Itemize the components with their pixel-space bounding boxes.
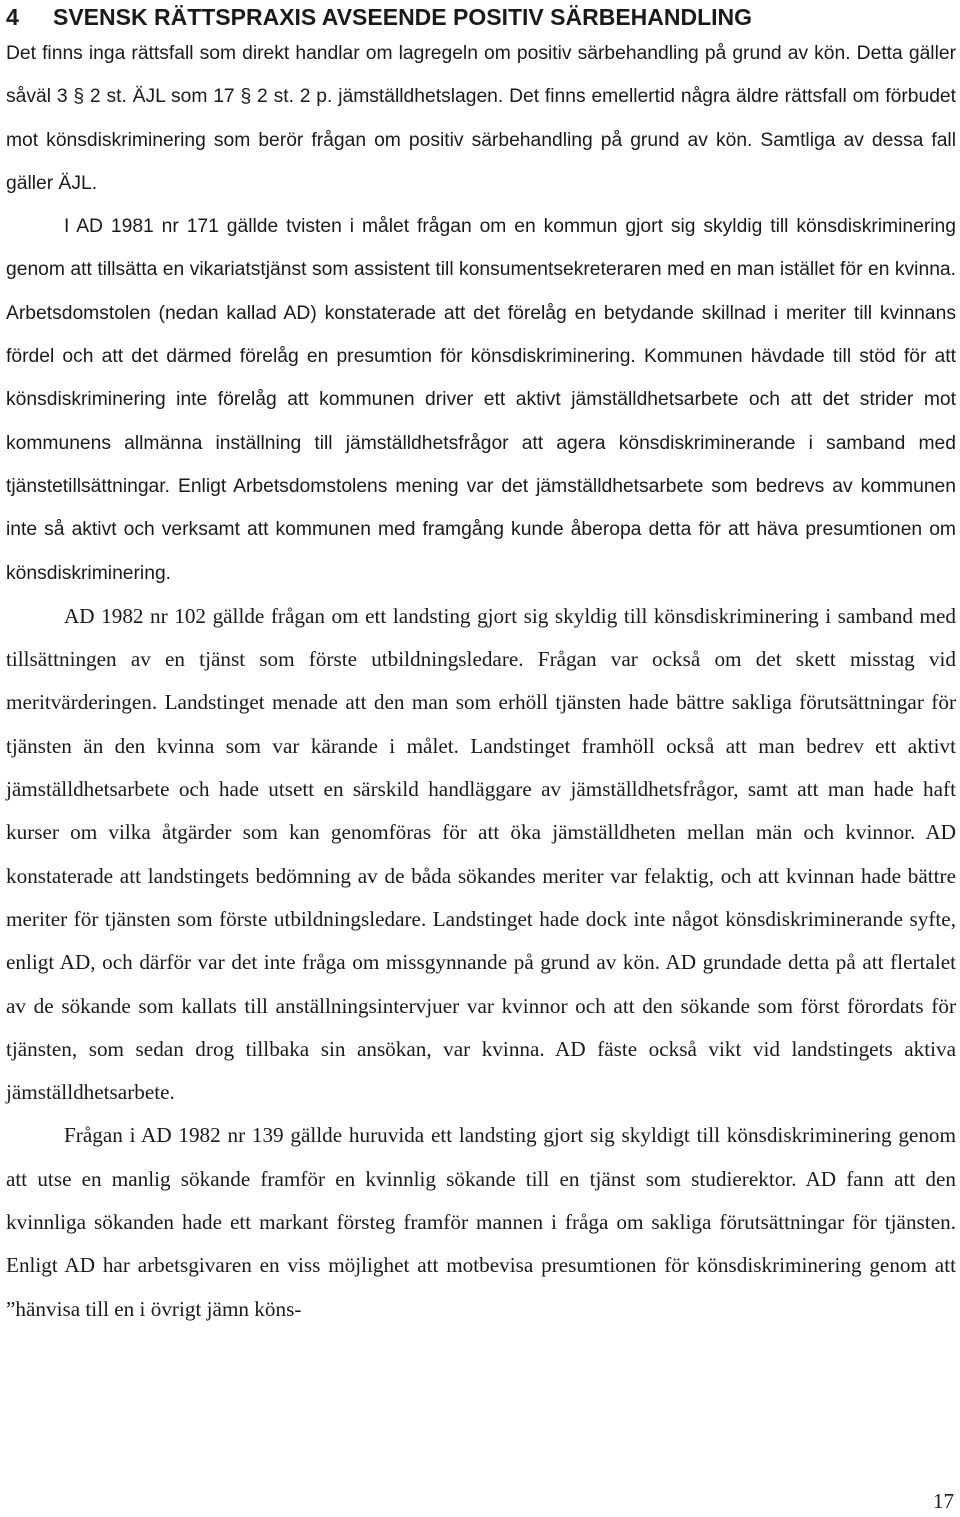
section-title: SVENSK RÄTTSPRAXIS AVSEENDE POSITIV SÄRBEHANDLING [53, 4, 753, 30]
paragraph-ad-1981-171: I AD 1981 nr 171 gällde tvisten i målet frågan om en kommun gjort sig skyldig till könsdiskriminering genom att tillsätta en vikariatstjänst som assistent till konsumentsekreteraren med en man istället för en kvinna. Arbetsdomstolen (nedan kallad AD) konstaterade att det förelåg en betydande skillnad i meriter till kvinnans fördel och att det därmed förelåg en presumtion för könsdiskriminering. Kommunen hävdade till stöd för att könsdiskriminering inte förelåg att kommunen driver ett aktivt jämställdhetsarbete och att det strider mot kommunens allmänna inställning till jämställdhetsfrågor att agera könsdiskriminerande i samband med tjänstetillsättningar. Enligt Arbetsdomstolens mening var det jämställdhetsarbete som bedrevs av kommunen inte så aktivt och verksamt att kommunen med framgång kunde åberopa detta för att häva presumtionen om könsdiskriminering. [6, 216, 956, 584]
page-number: 17 [933, 1489, 954, 1513]
document-page [6, 0, 956, 1331]
intro-paragraph: Det finns inga rättsfall som direkt handlar om lagregeln om positiv särbehandling på grund av kön. Detta gäller såväl 3 § 2 st. ÄJL som 17 § 2 st. 2 p. jämställdhetslagen. Det finns emellertid några äldre rättsfall om förbudet mot könsdiskriminering som berör frågan om positiv särbehandling på grund av kön. Samtliga av dessa fall gäller ÄJL. [6, 43, 956, 194]
section-heading [6, 0, 956, 32]
section-number: 4 [6, 4, 19, 30]
paragraph-ad-1982-139: Frågan i AD 1982 nr 139 gällde huruvida ett landsting gjort sig skyldigt till könsdiskriminering genom att utse en manlig sökande framför en kvinnlig sökande till en tjänst som studierektor. AD fann att den kvinnliga sökanden hade ett markant försteg framför mannen i fråga om sakliga förutsättningar för tjänsten. Enligt AD har arbetsgivaren en viss möjlighet att motbevisa presumtionen för könsdiskriminering genom att ”hänvisa till en i övrigt jämn köns- [6, 1123, 956, 1321]
paragraph-ad-1982-102: AD 1982 nr 102 gällde frågan om ett landsting gjort sig skyldig till könsdiskriminering i samband med tillsättningen av en tjänst som förste utbildningsledare. Frågan var också om det skett misstag vid meritvärderingen. Landstinget menade att den man som erhöll tjänsten hade bättre sakliga förutsättningar för tjänsten än den kvinna som var kärande i målet. Landstinget framhöll också att man bedrev ett aktivt jämställdhetsarbete och hade utsett en särskild handläggare av jämställdhetsfrågor, samt att man hade haft kurser om vilka åtgärder som kan genomföras för att öka jämställdheten mellan män och kvinnor. AD konstaterade att landstingets bedömning av de båda sökandes meriter var felaktig, och att kvinnan hade bättre meriter för tjänsten som förste utbildningsledare. Landstinget hade dock inte något könsdiskriminerande syfte, enligt AD, och därför var det inte fråga om missgynnande på grund av kön. AD grundade detta på att flertalet av de sökande som kallats till anställningsintervjuer var kvinnor och att den sökande som först förordats för tjänsten, som sedan drog tillbaka sin ansökan, var kvinna. AD fäste också vikt vid landstingets aktiva jämställdhetsarbete. [6, 603, 956, 1105]
